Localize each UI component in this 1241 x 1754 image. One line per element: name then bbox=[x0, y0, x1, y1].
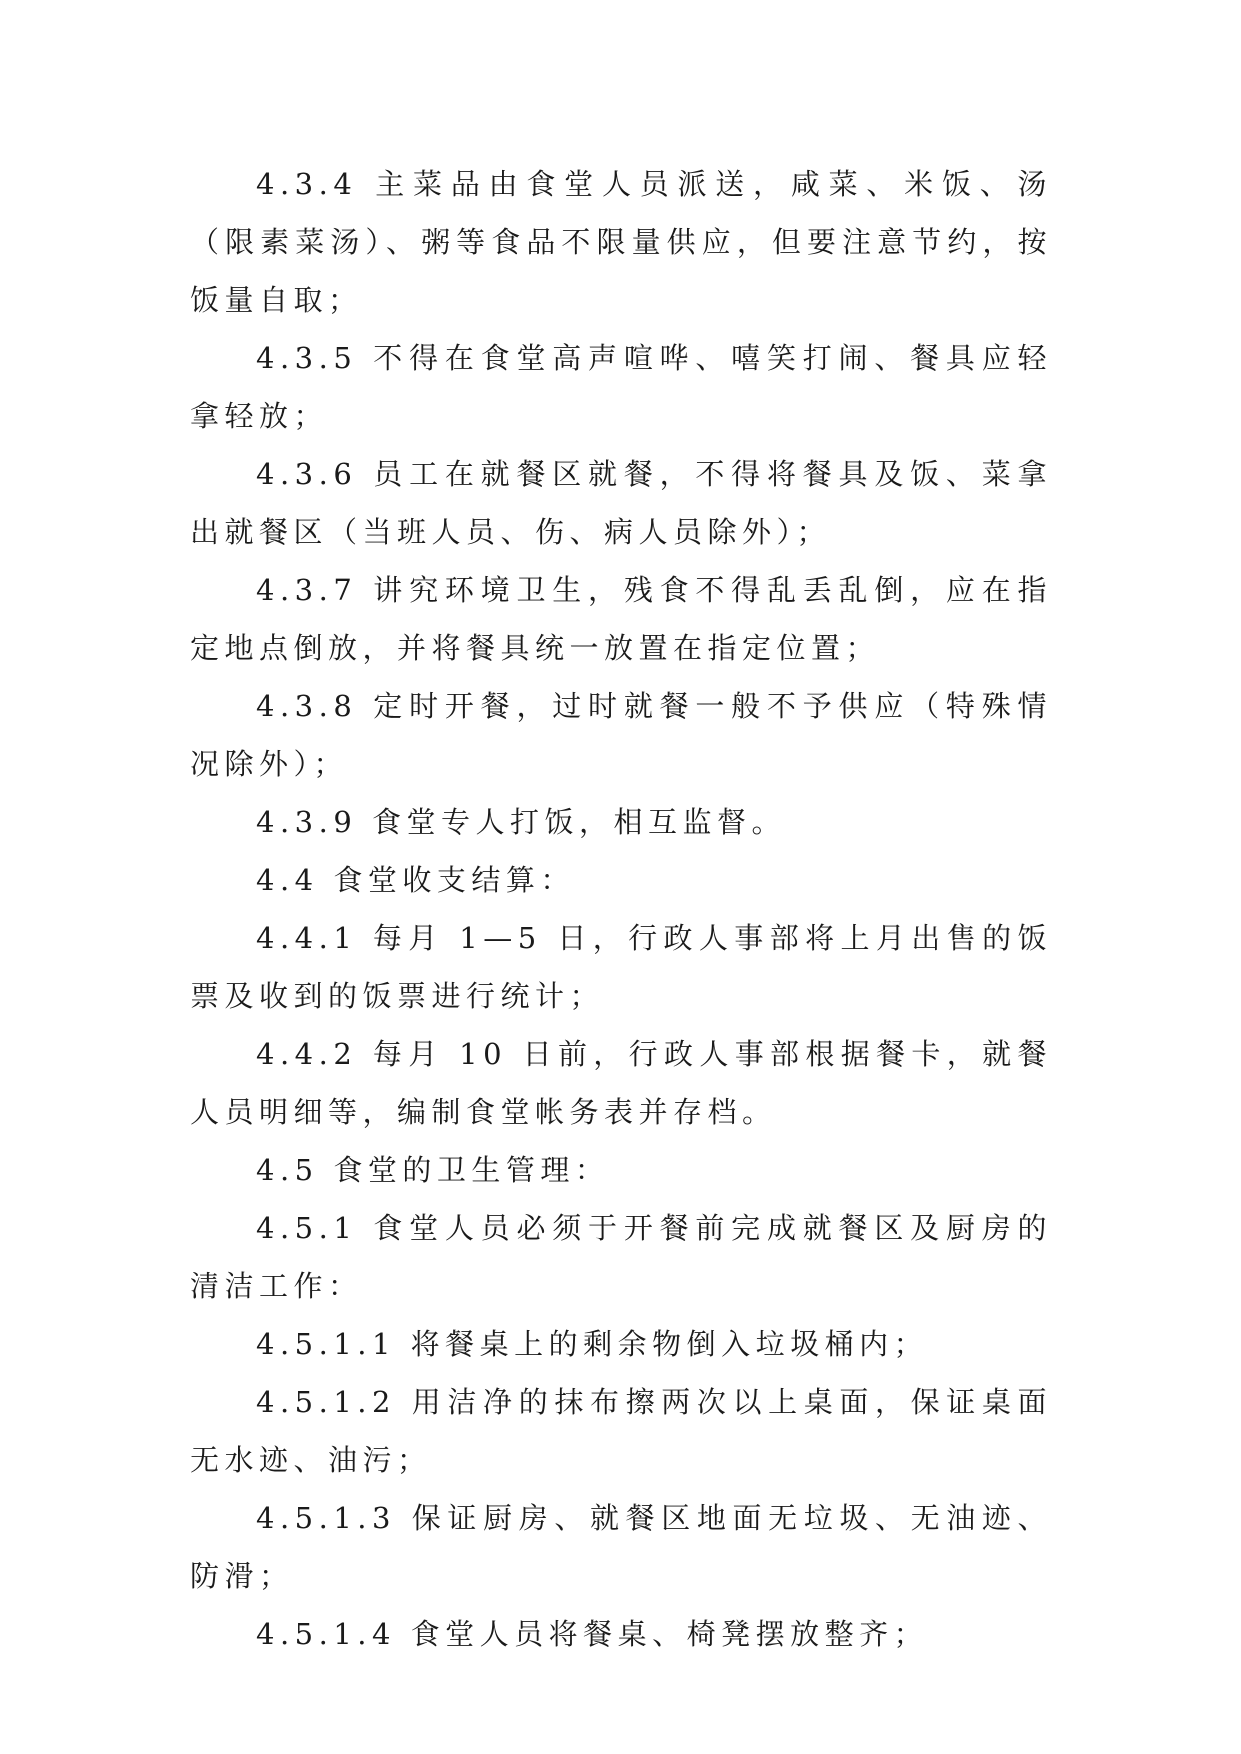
paragraph-4-3-8: 4.3.8 定时开餐，过时就餐一般不予供应（特殊情况除外）； bbox=[190, 689, 1052, 781]
section-heading-4-4: 4.4 食堂收支结算： bbox=[256, 863, 575, 897]
paragraph-4-3-4: 4.3.4 主菜品由食堂人员派送，咸菜、米饭、汤（限素菜汤）、粥等食品不限量供应，但要注意节约，按饭量自取； bbox=[190, 167, 1052, 317]
paragraph-4-3-7: 4.3.7 讲究环境卫生，残食不得乱丢乱倒，应在指定地点倒放，并将餐具统一放置在指定位置； bbox=[190, 573, 1052, 665]
paragraph-4-3-5: 4.3.5 不得在食堂高声喧哗、嘻笑打闹、餐具应轻拿轻放； bbox=[190, 341, 1052, 433]
paragraph-4-4-2: 4.4.2 每月 10 日前，行政人事部根据餐卡，就餐人员明细等，编制食堂帐务表并存档。 bbox=[190, 1037, 1052, 1129]
paragraph-4-5-1-1: 4.5.1.1 将餐桌上的剩余物倒入垃圾桶内； bbox=[256, 1327, 929, 1361]
paragraph-4-4-1: 4.4.1 每月 1—5 日，行政人事部将上月出售的饭票及收到的饭票进行统计； bbox=[190, 921, 1052, 1013]
paragraph-4-3-9: 4.3.9 食堂专人打饭，相互监督。 bbox=[256, 805, 787, 839]
section-heading-4-5: 4.5 食堂的卫生管理： bbox=[256, 1153, 610, 1187]
document-body bbox=[190, 155, 1052, 1663]
paragraph-4-5-1-2: 4.5.1.2 用洁净的抹布擦两次以上桌面，保证桌面无水迹、油污； bbox=[190, 1385, 1052, 1477]
paragraph-4-5-1-3: 4.5.1.3 保证厨房、就餐区地面无垃圾、无油迹、防滑； bbox=[190, 1501, 1052, 1593]
paragraph-4-3-6: 4.3.6 员工在就餐区就餐，不得将餐具及饭、菜拿出就餐区（当班人员、伤、病人员除外）； bbox=[190, 457, 1052, 549]
paragraph-4-5-1-4: 4.5.1.4 食堂人员将餐桌、椅凳摆放整齐； bbox=[256, 1617, 929, 1651]
paragraph-4-5-1: 4.5.1 食堂人员必须于开餐前完成就餐区及厨房的清洁工作： bbox=[190, 1211, 1052, 1303]
